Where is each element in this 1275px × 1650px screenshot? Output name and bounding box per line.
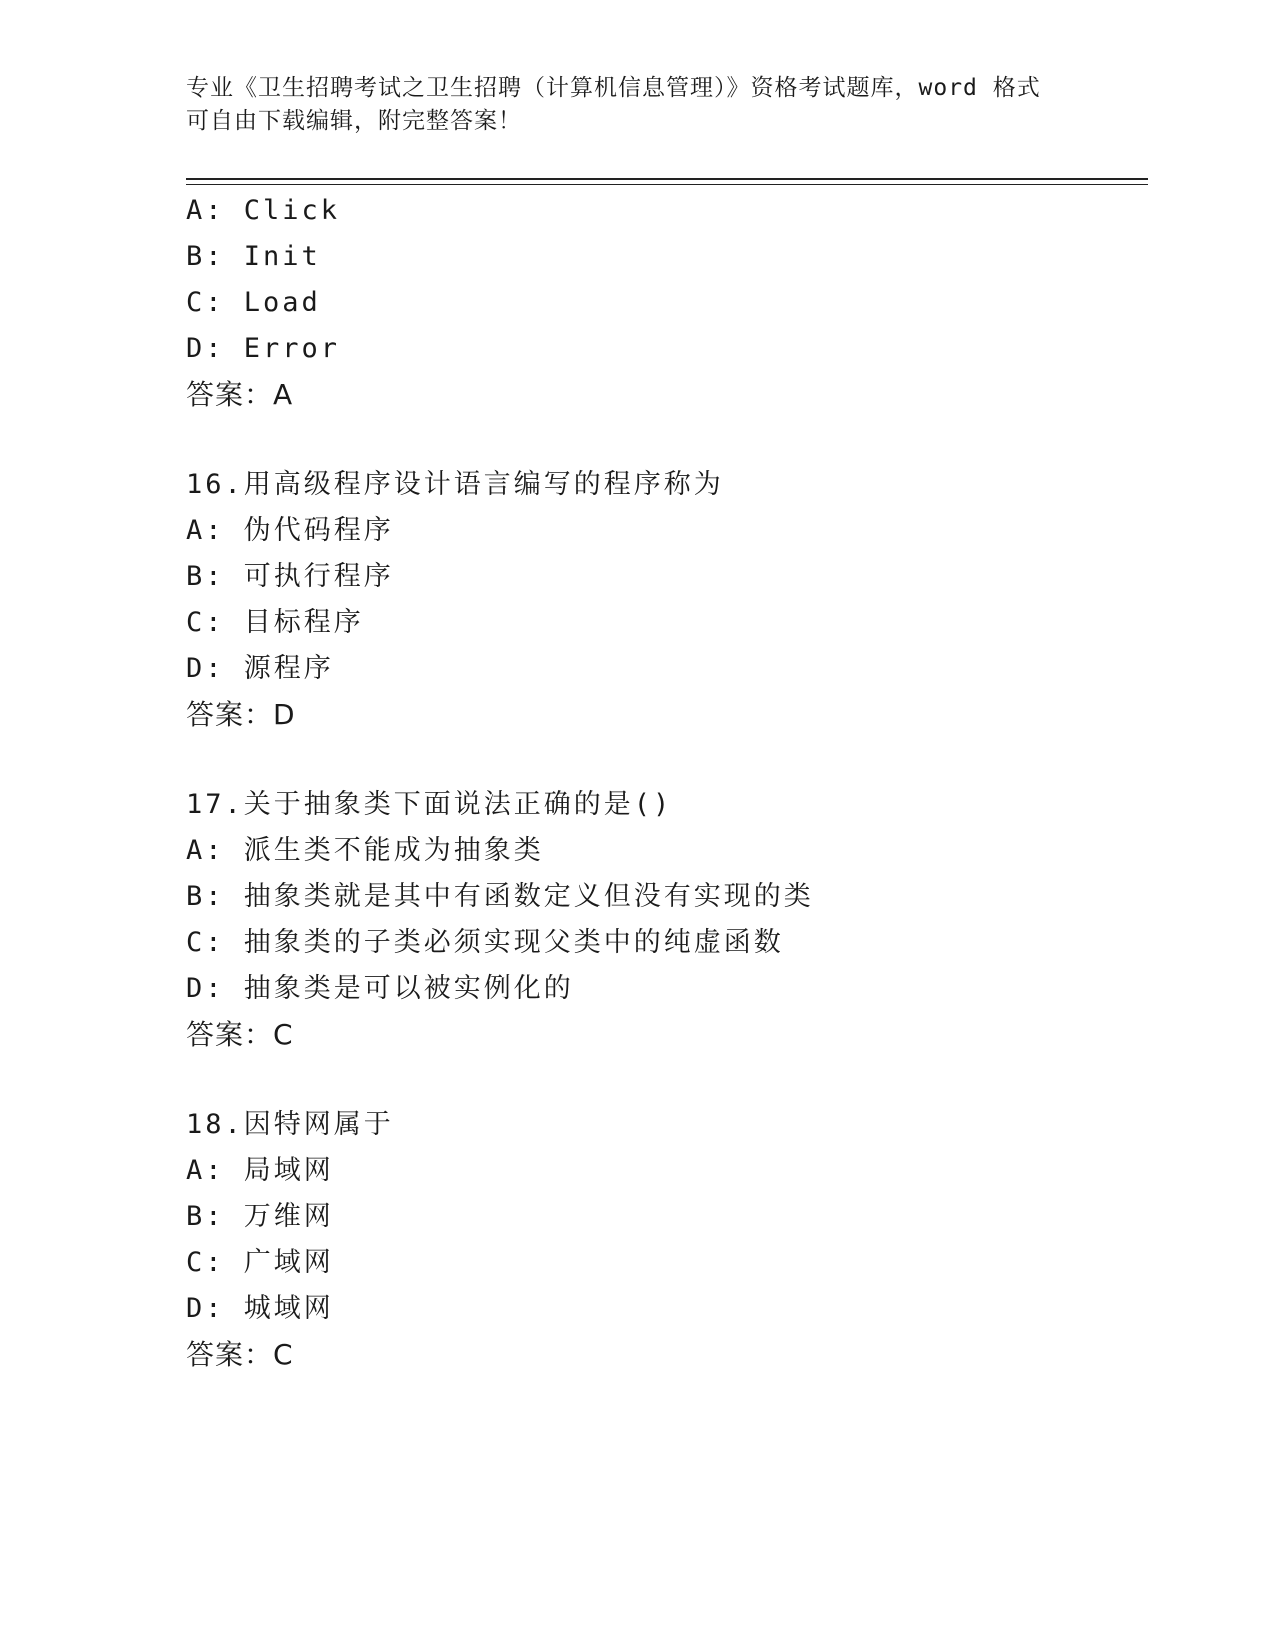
question-list — [186, 188, 1148, 1378]
option-d: D: Error — [186, 333, 341, 364]
option-c: C: 抽象类的子类必须实现父类中的纯虚函数 — [186, 927, 784, 958]
answer: 答案：A — [186, 378, 294, 411]
answer: 答案：C — [186, 1018, 294, 1051]
option-b: B: 可执行程序 — [186, 561, 394, 592]
question-18-block — [186, 1102, 1148, 1378]
header-divider — [186, 178, 1148, 185]
header-line-2: 可自由下载编辑，附完整答案！ — [186, 108, 522, 134]
answer: 答案：C — [186, 1338, 294, 1371]
question-text: 17.关于抽象类下面说法正确的是() — [186, 789, 673, 820]
answer: 答案：D — [186, 698, 296, 731]
option-d: D: 抽象类是可以被实例化的 — [186, 973, 574, 1004]
option-b: B: 万维网 — [186, 1201, 334, 1232]
option-b: B: Init — [186, 241, 321, 272]
option-a: A: 派生类不能成为抽象类 — [186, 835, 544, 866]
question-text: 16.用高级程序设计语言编写的程序称为 — [186, 469, 724, 500]
question-15-block — [186, 188, 1148, 418]
document-header — [186, 72, 1066, 138]
option-d: D: 城域网 — [186, 1293, 334, 1324]
option-a: A: 伪代码程序 — [186, 515, 394, 546]
option-c: C: 广域网 — [186, 1247, 334, 1278]
option-c: C: Load — [186, 287, 321, 318]
question-16-block — [186, 462, 1148, 738]
option-d: D: 源程序 — [186, 653, 334, 684]
option-c: C: 目标程序 — [186, 607, 364, 638]
option-b: B: 抽象类就是其中有函数定义但没有实现的类 — [186, 881, 814, 912]
option-a: A: 局域网 — [186, 1155, 334, 1186]
question-text: 18.因特网属于 — [186, 1109, 394, 1140]
option-a: A: Click — [186, 195, 341, 226]
header-line-1: 专业《卫生招聘考试之卫生招聘（计算机信息管理）》资格考试题库，word 格式 — [186, 75, 1041, 101]
question-17-block — [186, 782, 1148, 1058]
